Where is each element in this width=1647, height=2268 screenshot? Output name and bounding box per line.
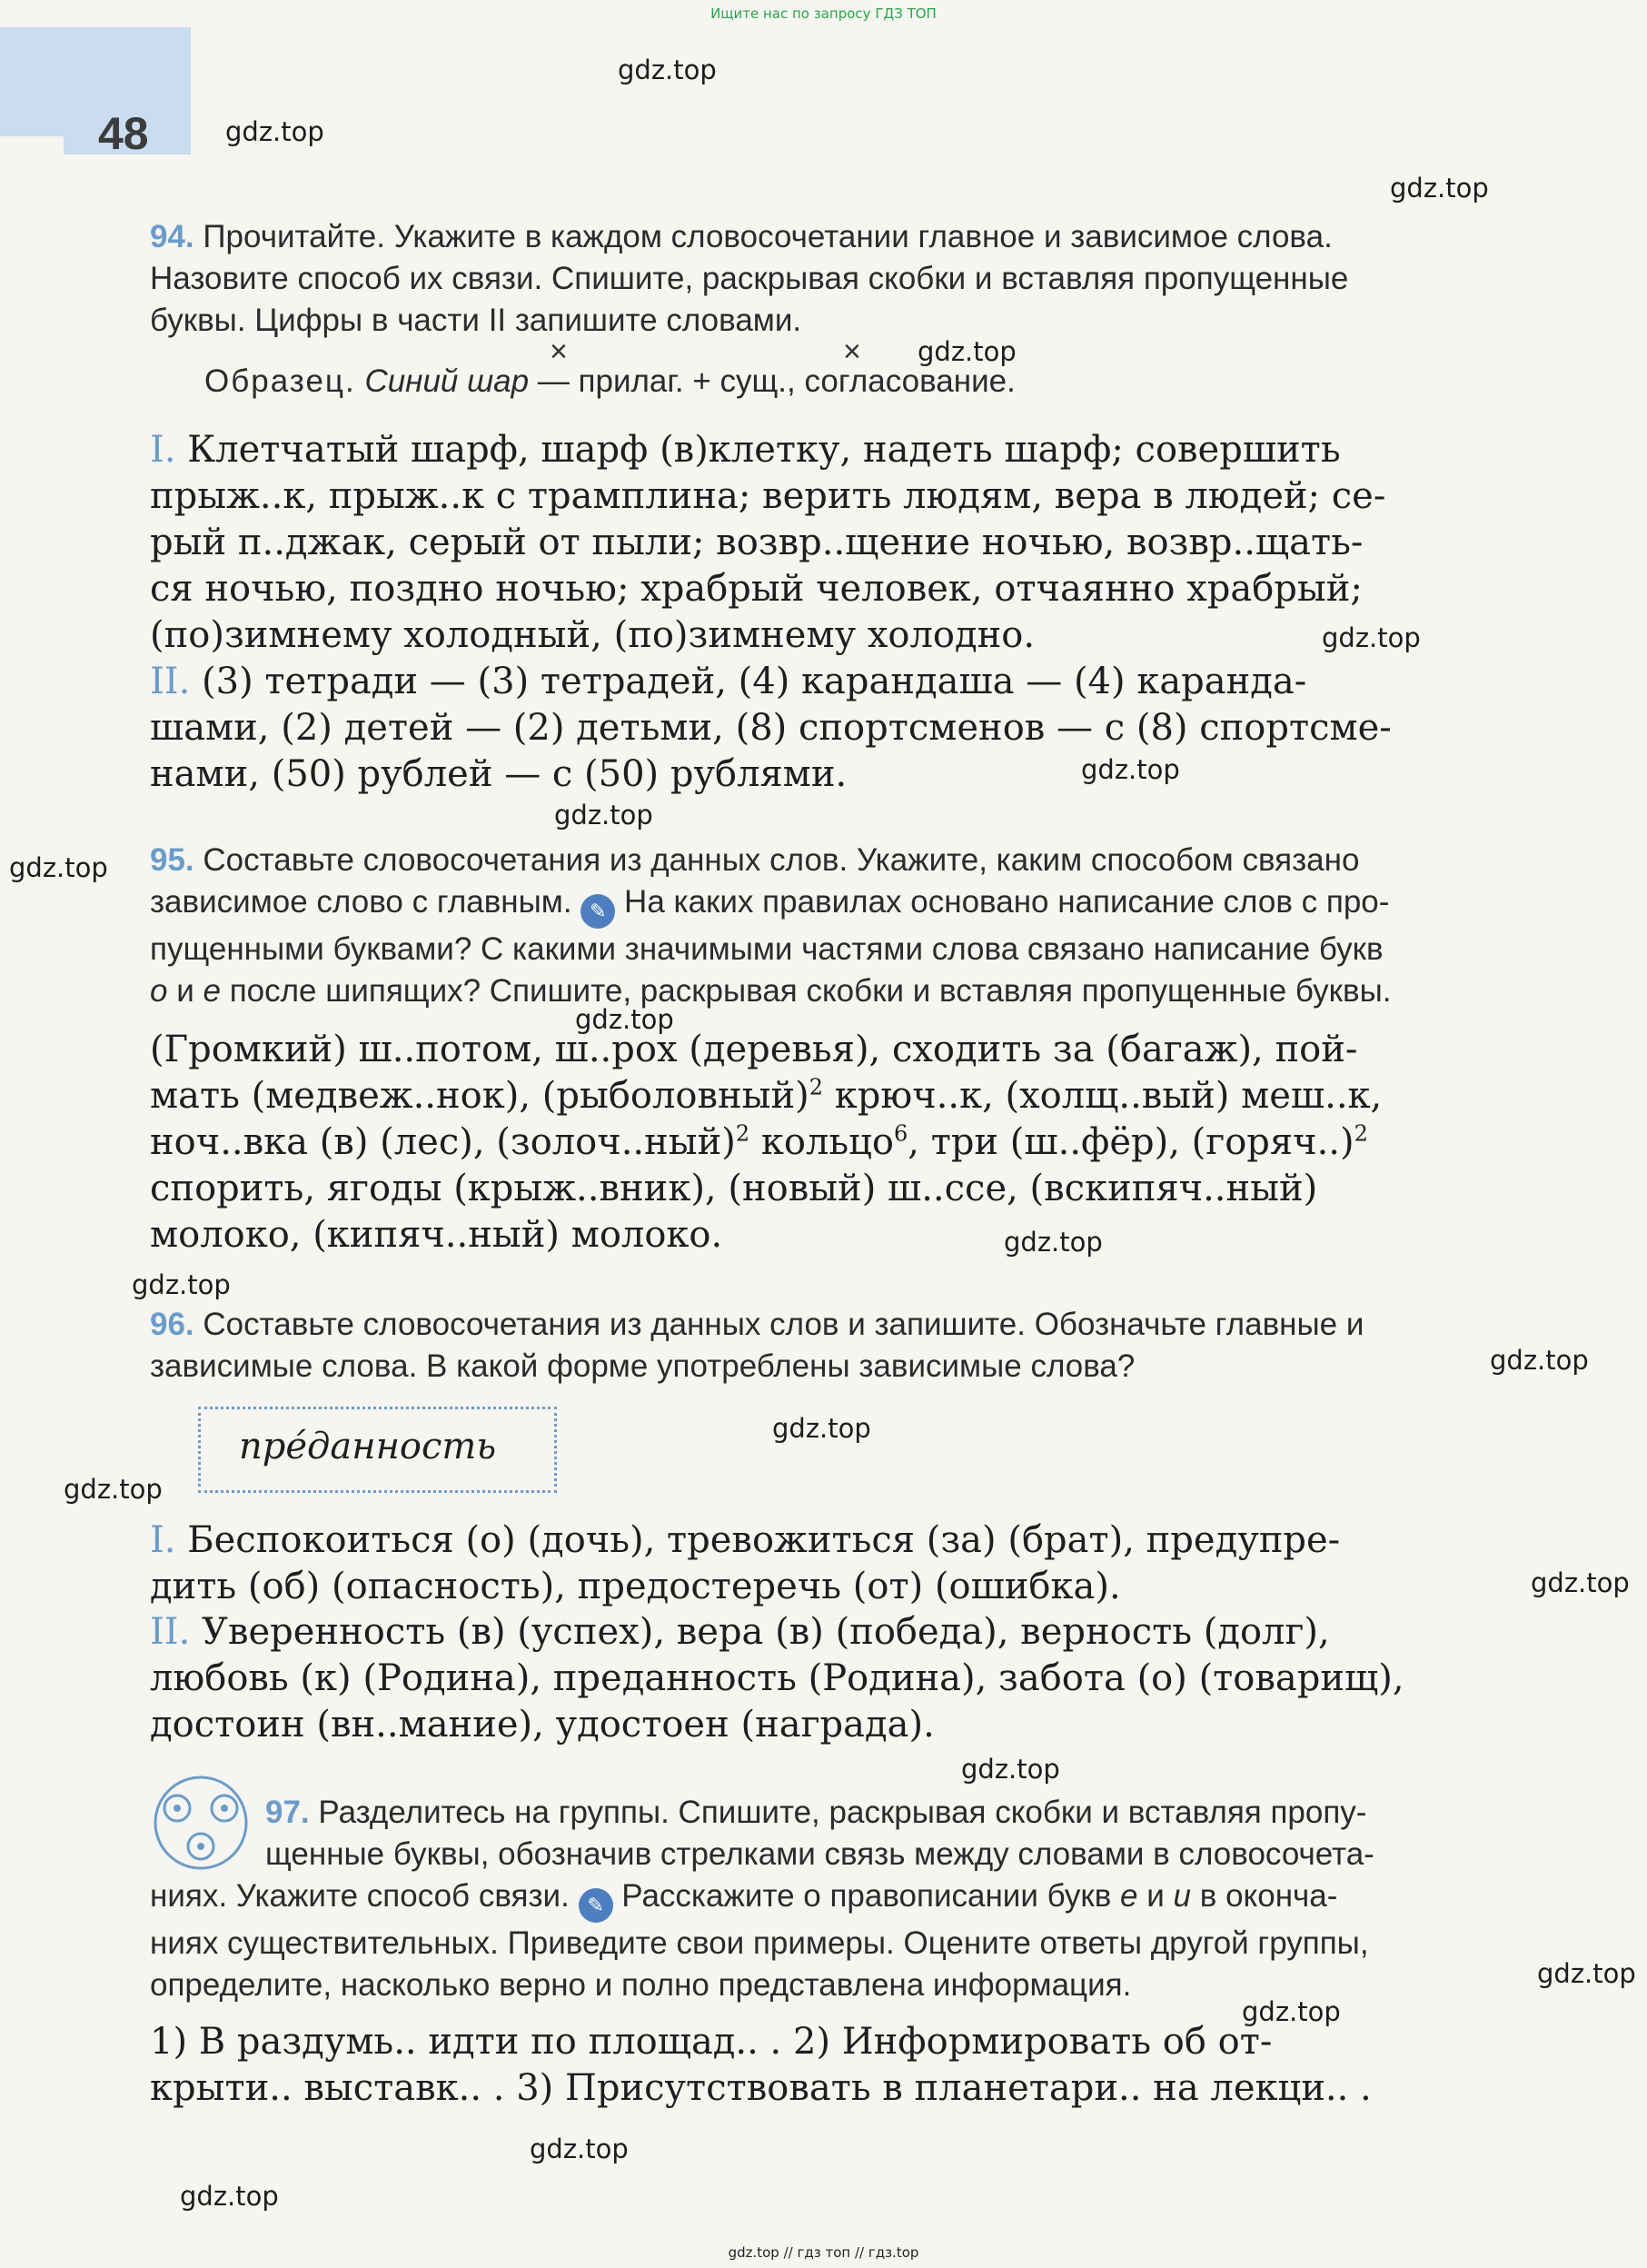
task95-line: Составьте словосочетания из данных слов. Укажите, каким способом связано [203,842,1360,878]
watermark: gdz.top [1081,754,1180,785]
watermark: gdz.top [1322,622,1421,653]
exercise-line: шами, (2) детей — (2) детьми, (8) спортсменов — с (8) спортсме- [150,707,1392,749]
task94-line: буквы. Цифры в части II запишите словами. [150,303,802,338]
pencil-icon: ✎ [580,894,615,929]
exercise-line: Беспокоиться (о) (дочь), тревожиться (за) (брат), предупре- [187,1519,1341,1561]
watermark: gdz.top [1004,1227,1103,1258]
conjunction: и [1146,1878,1165,1914]
watermark: gdz.top [225,116,324,147]
watermark: gdz.top [132,1269,231,1300]
watermark: gdz.top [64,1474,163,1505]
task95-number: 95. [150,842,194,878]
task95-line: после шипящих? Спишите, раскрывая скобки и вставляя пропущенные буквы. [229,973,1392,1009]
task94-part1 [150,427,1594,659]
task97-instructions-rest [150,1875,1590,2006]
task95-instructions [150,840,1590,1012]
exercise-line: ноч..вка (в) (лес), (золоч..ный) [150,1121,736,1163]
exercise-line: Уверенность (в) (успех), вера (в) (победа), верность (долг), [202,1611,1330,1653]
watermark: gdz.top [1531,1567,1630,1598]
task96-part2 [150,1609,1594,1748]
watermark: gdz.top [575,1004,674,1035]
watermark: gdz.top [180,2181,279,2212]
task95-line: пущенными буквами? С какими значимыми частями слова связано написание букв [150,931,1384,967]
task97-line: в оконча- [1199,1878,1338,1914]
task96-part1 [150,1517,1594,1610]
watermark: gdz.top [1242,1996,1341,2027]
exercise-line: (Громкий) ш..потом, ш..рох (деревья), сходить за (багаж), пой- [150,1029,1358,1070]
roman-numeral: II. [150,661,191,702]
watermark: gdz.top [772,1413,871,1444]
bottom-note: gdz.top // гдз топ // гдз.top [728,2244,919,2261]
task97-line: определите, насколько верно и полно представлена информация. [150,1967,1132,2003]
group-work-icon [150,1772,252,1874]
vocabulary-word-box [198,1407,557,1493]
superscript: 2 [809,1074,824,1100]
conjunction: и [176,973,194,1009]
corner-decoration [0,27,191,154]
exercise-line: дить (об) (опасность), предостеречь (от) (ошибка). [150,1566,1121,1607]
task96-number: 96. [150,1307,194,1342]
task94-instructions [150,216,1590,342]
vocabulary-word: прéданность [239,1426,497,1467]
exercise-line: мать (медвеж..нок), (рыболовный) [150,1075,809,1117]
exercise-line: молоко, (кипяч..ный) молоко. [150,1214,723,1256]
task97-line: Разделитесь на группы. Спишите, раскрывая скобки и вставляя пропу- [318,1795,1367,1830]
watermark: gdz.top [1490,1345,1589,1376]
task97-instructions [265,1792,1592,1834]
watermark: gdz.top [1390,173,1489,204]
watermark: gdz.top [618,55,717,85]
task95-exercise [150,1027,1594,1258]
letter-o: о [150,973,168,1009]
watermark: gdz.top [961,1754,1060,1785]
exercise-line: рый п..джак, серый от пыли; возвр..щение ночью, возвр..щать- [150,522,1364,563]
exercise-line: любовь (к) (Родина), преданность (Родина), забота (о) (товарищ), [150,1657,1404,1699]
exercise-line: , три (ш..фёр), (горяч..) [908,1121,1354,1163]
roman-numeral: I. [150,429,176,471]
roman-numeral: I. [150,1519,176,1561]
watermark: gdz.top [554,800,653,831]
page-number: 48 [98,108,149,159]
watermark: gdz.top [1537,1958,1636,1989]
sample-label: Образец. [204,363,356,399]
cross-mark: × [843,334,861,369]
exercise-line: кольцо [760,1121,894,1163]
superscript: 2 [1354,1120,1368,1147]
sample-phrase: Синий шар [364,363,530,399]
exercise-line: нами, (50) рублей — с (50) рублями. [150,753,848,795]
exercise-line: прыж..к, прыж..к с трамплина; верить людям, вера в людей; се- [150,475,1386,517]
pencil-icon: ✎ [579,1888,613,1923]
exercise-line: крюч..к, (холщ..вый) меш..к, [834,1075,1383,1117]
superscript: 2 [735,1120,750,1147]
exercise-line: спорить, ягоды (крыж..вник), (новый) ш..ссе, (вскипяч..ный) [150,1168,1318,1209]
watermark: gdz.top [530,2134,629,2164]
task97-number: 97. [265,1795,310,1830]
task97-line: Расскажите о правописании букв [621,1878,1112,1914]
corner-tab [0,136,64,154]
watermark: gdz.top [9,852,108,883]
exercise-line: крыти.. выставк.. . 3) Присутствовать в планетари.. на лекци.. . [150,2067,1372,2109]
task95-line: зависимое слово с главным. [150,884,572,920]
letter-e: е [1120,1878,1138,1914]
exercise-line: ся ночью, поздно ночью; храбрый человек, отчаянно храбрый; [150,568,1363,610]
letter-e: е [203,973,221,1009]
sample-rest: — прилаг. + сущ., согласование. [537,363,1016,399]
top-note: Ищите нас по запросу ГДЗ ТОП [710,5,937,22]
roman-numeral: II. [150,1611,191,1653]
cross-mark: × [550,334,568,369]
task94-line: Прочитайте. Укажите в каждом словосочетании главное и зависимое слова. [203,219,1333,254]
task97-line: ниях существительных. Приведите свои примеры. Оцените ответы другой группы, [150,1925,1369,1961]
task96-line: зависимые слова. В какой форме употреблены зависимые слова? [150,1348,1136,1384]
watermark: gdz.top [918,336,1017,367]
task94-number: 94. [150,219,194,254]
task95-line: На каких правилах основано написание слов с про- [624,884,1390,920]
task96-line: Составьте словосочетания из данных слов и запишите. Обозначьте главные и [203,1307,1364,1342]
task96-instructions [150,1304,1590,1388]
task94-line: Назовите способ их связи. Спишите, раскрывая скобки и вставляя пропущенные [150,261,1349,296]
task97-line: щенные буквы, обозначив стрелками связь между словами в словосочета- [265,1836,1374,1872]
letter-i: и [1173,1878,1192,1914]
superscript: 6 [893,1120,908,1147]
task97-line: ниях. Укажите способ связи. [150,1878,570,1914]
task97-exercise [150,2019,1594,2112]
task97-instructions-cont [265,1834,1592,1875]
exercise-line: 1) В раздумь.. идти по площад.. . 2) Информировать об от- [150,2021,1273,2063]
exercise-line: достоин (вн..мание), удостоен (награда). [150,1704,935,1746]
task94-sample [204,363,1016,400]
exercise-line: (по)зимнему холодный, (по)зимнему холодно. [150,614,1036,656]
exercise-line: Клетчатый шарф, шарф (в)клетку, надеть шарф; совершить [187,429,1341,471]
task94-part2 [150,659,1594,798]
exercise-line: (3) тетради — (3) тетрадей, (4) карандаша — (4) каранда- [202,661,1307,702]
